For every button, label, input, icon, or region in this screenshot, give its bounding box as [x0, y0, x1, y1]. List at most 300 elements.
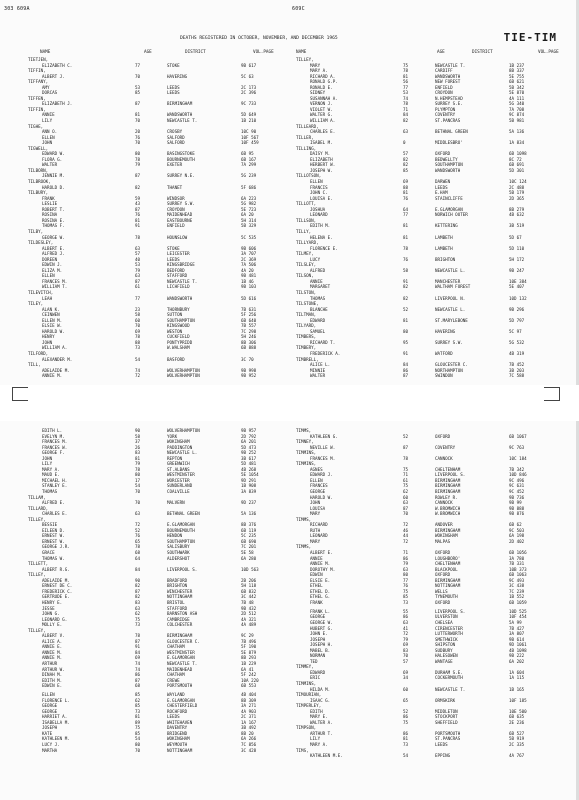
entry-name: SIDNEY — [310, 90, 326, 96]
entry-volpage: 2C 369 — [241, 256, 257, 262]
entry-name: GEORGE W. — [310, 619, 333, 625]
crop-mark-left — [12, 387, 28, 401]
entry-volpage: 5E 723 — [241, 206, 257, 212]
entry-volpage: 10A 220 — [241, 677, 259, 683]
entry-row — [28, 373, 280, 379]
entry-name: ERNEST W. — [42, 538, 65, 544]
entry-age: 56 — [403, 79, 409, 85]
entry-volpage: 4B 268 — [241, 466, 257, 472]
entry-name: DOREEN — [42, 256, 58, 262]
entry-district: NORTHAMPTON — [435, 367, 463, 373]
entry-volpage: 5D 473 — [241, 444, 257, 450]
entry-district: OXFORD — [435, 599, 451, 605]
entry-age: 78 — [135, 334, 141, 340]
entry-age: 65 — [403, 697, 409, 703]
entry-district: E.GLAMORGAN — [167, 522, 195, 528]
entry-district: LUTTERWORTH — [435, 631, 463, 637]
entry-age: 91 — [135, 223, 141, 229]
entry-age: 52 — [135, 527, 141, 533]
entry-name: TIETJEN, — [28, 57, 49, 62]
entry-district: BEDWELLTY — [435, 156, 458, 162]
entry-name: TILLEARD, — [296, 123, 319, 129]
entry-name: LEAH — [42, 295, 53, 301]
entry-name: TIMMEY, — [296, 664, 314, 670]
entry-age: 81 — [135, 455, 141, 461]
entry-volpage: 8B 337 — [509, 68, 525, 74]
entry-age: 79 — [403, 636, 409, 642]
entry-volpage: 1B 165 — [509, 686, 525, 692]
entry-district: SUDBURY — [435, 647, 453, 653]
entry-age: 34 — [403, 675, 409, 681]
entry-volpage: 9B 222 — [509, 653, 525, 659]
entry-name: AGNES — [310, 466, 323, 472]
entry-age: 63 — [135, 273, 141, 279]
entry-district: E.GLAMORGAN — [167, 655, 195, 661]
entry-volpage: 9B 614 — [509, 636, 525, 642]
entry-name: LILY — [42, 118, 53, 124]
entry-age: 70 — [135, 73, 141, 79]
entry-volpage: 7C 201 — [241, 544, 257, 550]
entry-name: ROSINA — [42, 212, 58, 218]
entry-age: 53 — [403, 90, 409, 96]
entry-name: ALFRED — [310, 267, 326, 273]
entry-district: LIVERPOOL S. — [435, 472, 466, 478]
entry-age: 81 — [135, 112, 141, 118]
entry-age: 53 — [135, 262, 141, 268]
entry-name: VIOLET W. — [310, 106, 333, 112]
entry-volpage: 10F 567 — [241, 134, 259, 140]
right-column-bottom — [296, 428, 548, 759]
entry-district: THORNBURY — [167, 306, 190, 312]
entry-name: EDWIN E. — [42, 683, 63, 689]
entry-volpage: 7A 708 — [509, 106, 525, 112]
entry-district: WESTON — [167, 328, 183, 334]
entry-name: FRANCES M. — [42, 439, 68, 445]
entry-volpage: 5G 532 — [509, 339, 525, 345]
entry-name: FRANCIS — [310, 184, 328, 190]
entry-district: MAIDENHEAD — [167, 666, 193, 672]
entry-volpage: 3C 70 — [241, 356, 254, 362]
entry-district: CIRENCESTER — [435, 625, 463, 631]
entry-district: CREWE — [167, 677, 180, 683]
entry-volpage: 3B 617 — [241, 455, 257, 461]
entry-volpage: 6B 832 — [241, 588, 257, 594]
entry-district: EPPING — [435, 753, 451, 759]
entry-name: SUSANNAH A. — [310, 95, 338, 101]
entry-age: 78 — [135, 466, 141, 472]
entry-age: 77 — [403, 212, 409, 218]
entry-age: 85 — [135, 703, 141, 709]
entry-name: TILSTONE, — [296, 301, 319, 307]
entry-volpage: 5B 329 — [241, 223, 257, 229]
entry-age: 85 — [135, 90, 141, 96]
entry-name: TIMPERLEY, — [296, 703, 322, 709]
entry-name: MABEL B. — [310, 647, 331, 653]
entry-district: WOLVERHAMPTON — [167, 428, 200, 433]
entry-name: TILLER, — [296, 134, 314, 140]
entry-name: ALICE L. — [310, 362, 331, 368]
entry-district: LIVERPOOL S. — [435, 608, 466, 614]
entry-name: TILFORD, — [28, 350, 49, 356]
entry-name: ANNIE — [310, 278, 323, 284]
entry-age: 80 — [135, 151, 141, 157]
entry-district: LEEDS — [435, 184, 448, 190]
entry-name: LILY — [310, 736, 321, 742]
entry-name: LOUISA — [310, 505, 326, 511]
entry-district: CROYDON — [167, 206, 185, 212]
entry-district: PONTYPRIDD — [167, 339, 193, 345]
entry-district: COVENTRY — [435, 112, 456, 118]
entry-volpage: 10C 184 — [509, 455, 527, 461]
entry-age: 71 — [403, 472, 409, 478]
entry-age: 41 — [403, 625, 409, 631]
entry-age: 79 — [135, 162, 141, 168]
entry-volpage: 5E 755 — [509, 73, 525, 79]
entry-volpage: 3A 839 — [241, 489, 257, 495]
entry-name: TED — [310, 658, 318, 664]
entry-age: 71 — [403, 106, 409, 112]
entry-district: DURHAM S.E. — [435, 669, 463, 675]
entry-district: BRADFORD — [167, 577, 188, 583]
entry-age: 40 — [135, 256, 141, 262]
entry-age: 95 — [403, 339, 409, 345]
entry-district: ENFIELD — [435, 84, 453, 90]
entry-district: WELLS — [435, 588, 448, 594]
entry-district: LEEDS — [167, 714, 180, 720]
entry-volpage: 9C 503 — [509, 527, 525, 533]
entry-district: WANTAGE — [435, 658, 453, 664]
entry-volpage: 7A 299 — [241, 162, 257, 168]
entry-name: ETHEL — [310, 583, 323, 589]
right-column-top — [296, 57, 548, 379]
entry-name: JOHN — [42, 339, 53, 345]
entry-name: BESSIE — [42, 522, 58, 528]
entry-volpage: 4A 489 — [241, 622, 257, 628]
entry-name: TIMPSON, — [296, 725, 317, 731]
entry-name: TILL, — [28, 362, 41, 368]
entry-age: 62 — [135, 697, 141, 703]
entry-age: 63 — [135, 511, 141, 517]
register-banner: DEATHS REGISTERED IN OCTOBER, NOVEMBER, AND DECEMBER 1965 — [180, 36, 338, 41]
entry-district: SMETHWICK — [435, 636, 458, 642]
entry-volpage: 6B 119 — [241, 527, 257, 533]
entry-name: BLANCHE — [310, 306, 328, 312]
entry-age: 58 — [135, 433, 141, 439]
entry-volpage: 4A 20 — [241, 267, 254, 273]
entry-volpage: 6B 691 — [509, 162, 525, 168]
entry-name: TILBROOK, — [28, 179, 51, 185]
entry-age: 64 — [403, 206, 409, 212]
entry-volpage: 1A 834 — [509, 140, 525, 146]
entry-volpage: 3C 442 — [241, 594, 257, 600]
entry-age: 81 — [403, 317, 409, 323]
entry-district: NEW FOREST — [435, 79, 461, 85]
entry-name: GRACE — [42, 550, 55, 556]
entry-age: 87 — [135, 638, 141, 644]
entry-name: THOMAS — [310, 295, 326, 301]
entry-volpage: 9B 103 — [241, 284, 257, 290]
entry-name: ELLEN — [310, 179, 323, 185]
entry-district: SOUTHWARK — [167, 550, 190, 556]
entry-age: 60 — [403, 494, 409, 500]
entry-volpage: 7B 48 — [241, 599, 254, 605]
entry-age: 89 — [135, 719, 141, 725]
entry-volpage: 5B 919 — [509, 736, 525, 742]
entry-name: GEORGE — [42, 708, 58, 714]
entry-district: BIRMINGHAM — [167, 101, 193, 107]
entry-district: BIRMINGHAM — [167, 633, 193, 639]
entry-age: 84 — [135, 649, 141, 655]
entry-name: TILSON, — [296, 273, 314, 279]
entry-age: 82 — [135, 184, 141, 190]
entry-age: 78 — [403, 101, 409, 107]
entry-district: CANNOCK — [435, 455, 453, 461]
entry-name: AMY — [42, 84, 50, 90]
entry-name: TIFFEN, — [28, 95, 46, 101]
entry-name: ARTHUR — [42, 660, 58, 666]
entry-age: 72 — [403, 522, 409, 528]
entry-volpage: 7B 342 — [509, 466, 525, 472]
entry-district: BETHNAL GREEN — [167, 511, 200, 517]
entry-age: 54 — [135, 483, 141, 489]
entry-volpage: 2C 335 — [509, 742, 525, 748]
entry-volpage: 7C 239 — [509, 588, 525, 594]
entry-volpage: 5F 190 — [241, 644, 257, 650]
entry-district: BRIGHTON — [167, 583, 188, 589]
left-column-bottom — [28, 428, 280, 753]
entry-age: 70 — [135, 118, 141, 124]
entry-name: TILLAM, — [28, 494, 46, 500]
entry-age: 91 — [403, 350, 409, 356]
entry-district: COALVILLE — [167, 489, 190, 495]
entry-name: HENRY — [42, 334, 55, 340]
entry-district: BOURNEMOUTH — [167, 156, 195, 162]
entry-volpage: 5G 340 — [509, 101, 525, 107]
entry-name: ANNIE E. — [42, 644, 63, 650]
entry-name: TILBY, — [28, 228, 44, 234]
entry-volpage: 5F 686 — [241, 184, 257, 190]
col-header-district-left: DISTRICT — [185, 50, 206, 55]
entry-name: ANNIE M. — [42, 373, 63, 379]
entry-volpage: 6B 690 — [241, 538, 257, 544]
entry-age: 74 — [403, 95, 409, 101]
entry-district: WHITEHAVEN — [167, 719, 193, 725]
entry-age: 53 — [135, 84, 141, 90]
entry-name: SAMUEL — [310, 328, 326, 334]
entry-name: ELIZABETH — [310, 156, 333, 162]
entry-district: WINDSOR — [167, 195, 185, 201]
entry-age: 58 — [135, 312, 141, 318]
entry-age: 90 — [135, 428, 141, 433]
entry-district: N.HEMPSTEAD — [435, 95, 463, 101]
entry-volpage: 4A 321 — [241, 616, 257, 622]
entry-name: ELLEN M. — [42, 317, 63, 323]
entry-age: 81 — [403, 223, 409, 229]
entry-name: TILMEY, — [296, 251, 314, 257]
entry-name: MARY — [310, 62, 321, 68]
entry-district: ROWLEY R. — [435, 494, 458, 500]
entry-name: EDWARD W. — [42, 151, 65, 157]
entry-name: FLORA G. — [42, 156, 63, 162]
entry-district: ULVERSTON — [435, 614, 458, 620]
entry-name: MAUD E. — [42, 472, 60, 478]
entry-age: 69 — [135, 655, 141, 661]
entry-age: 54 — [135, 736, 141, 742]
entry-name: MARY A. — [42, 466, 60, 472]
entry-name: KATE — [42, 730, 53, 736]
entry-age: 70 — [135, 323, 141, 329]
entry-volpage: 9C 29 — [241, 633, 254, 639]
entry-volpage: 6B 167 — [241, 156, 257, 162]
entry-district: WANDSWORTH — [167, 112, 193, 118]
entry-name: JOHN E. — [310, 631, 328, 637]
entry-age: 86 — [403, 555, 409, 561]
entry-age: 54 — [403, 753, 409, 759]
entry-volpage: 9D 237 — [241, 500, 257, 506]
entry-age: 88 — [403, 184, 409, 190]
entry-district: STOKE — [167, 62, 180, 68]
entry-age: 52 — [403, 306, 409, 312]
entry-volpage: 9B 736 — [509, 494, 525, 500]
entry-age: 77 — [403, 84, 409, 90]
entry-volpage: 3A 780 — [509, 555, 525, 561]
entry-age: 87 — [135, 173, 141, 179]
entry-volpage: 7B 496 — [241, 638, 257, 644]
entry-age: 63 — [403, 129, 409, 135]
entry-name: TIGHE, — [28, 123, 44, 129]
entry-age: 80 — [135, 742, 141, 748]
entry-volpage: 9B 247 — [509, 267, 525, 273]
entry-district: WOKINGHAM — [167, 736, 190, 742]
entry-district: ALDERSHOT — [167, 555, 190, 561]
entry-age: 61 — [403, 477, 409, 483]
entry-volpage: 4B 1098 — [509, 647, 527, 653]
entry-name: TIGWELL, — [28, 145, 49, 151]
entry-age: 76 — [403, 195, 409, 201]
entry-name: ROBERT T. — [42, 206, 65, 212]
entry-district: NEWCASTLE T. — [167, 118, 198, 124]
entry-name: WILLIAM A. — [42, 345, 68, 351]
entry-district: WOKINGHAM — [167, 439, 190, 445]
entry-volpage: 6A 280 — [241, 555, 257, 561]
entry-name: TIMBRELL, — [296, 356, 319, 362]
entry-volpage: 9B 617 — [241, 62, 257, 68]
entry-age: 79 — [403, 561, 409, 567]
entry-name: ELSIE E. — [310, 577, 331, 583]
entry-district: BRIDGEND — [167, 730, 188, 736]
entry-district: SWINDON — [435, 373, 453, 379]
entry-age: 62 — [403, 489, 409, 495]
entry-age: 75 — [403, 719, 409, 725]
entry-age: 17 — [135, 477, 141, 483]
entry-name: ARTHUR T. — [310, 730, 333, 736]
entry-age: 70 — [403, 511, 409, 517]
entry-volpage: 4A 903 — [241, 708, 257, 714]
entry-name: ALFRED J. — [42, 251, 65, 257]
entry-district: OXFORD — [435, 433, 451, 439]
entry-age: 43 — [135, 201, 141, 207]
entry-volpage: 3B 519 — [509, 223, 525, 229]
entry-age: 77 — [403, 577, 409, 583]
entry-district: SALFORD — [167, 134, 185, 140]
entry-age: 80 — [403, 328, 409, 334]
entry-district: MIDDLETON — [435, 708, 458, 714]
entry-name: TILLETT, — [28, 561, 49, 567]
entry-district: BRISTOL — [167, 599, 185, 605]
entry-name: RONALD G.P. — [310, 79, 338, 85]
entry-district: CARDIFF — [435, 68, 453, 74]
entry-volpage: 6B 635 — [509, 714, 525, 720]
entry-district: ST.PANCRAS — [435, 118, 461, 124]
entry-volpage: 10E 384 — [509, 278, 527, 284]
entry-district: LAMBETH — [435, 234, 453, 240]
entry-age: 57 — [135, 251, 141, 257]
entry-district: PORTSMOUTH — [435, 730, 461, 736]
entry-district: DAVENTRY — [167, 725, 188, 731]
entry-volpage: 6A 198 — [509, 533, 525, 539]
entry-volpage: 6B 95 — [241, 151, 254, 157]
entry-volpage: 4B 404 — [241, 692, 257, 698]
entry-volpage: 6B 62 — [509, 522, 522, 528]
entry-name: EDITH M. — [310, 223, 331, 229]
entry-district: BIRMINGHAM — [435, 489, 461, 495]
entry-district: CROSBY — [167, 129, 183, 135]
entry-district: BIRMINGHAM — [435, 477, 461, 483]
entry-district: MANCHESTER — [435, 278, 461, 284]
entry-volpage: 2D 402 — [509, 538, 525, 544]
entry-name: TIMMINS, — [296, 461, 317, 467]
col-header-volpage-right: VOL.PAGE — [538, 50, 559, 55]
entry-age: 69 — [403, 179, 409, 185]
entry-volpage: 3A 271 — [241, 703, 257, 709]
entry-name: RICHARD — [310, 522, 328, 528]
entry-district: WINCHESTER — [167, 588, 193, 594]
entry-name: JOSEPH W. — [310, 167, 333, 173]
entry-volpage: 7C 856 — [241, 742, 257, 748]
entry-name: TIMMS, — [296, 544, 312, 550]
entry-volpage: 7B 557 — [241, 323, 257, 329]
entry-age: 86 — [403, 714, 409, 720]
entry-name: TIMBERY, — [296, 345, 317, 351]
entry-volpage: 9B 888 — [509, 505, 525, 511]
entry-name: GEORGE J.R. — [42, 544, 70, 550]
entry-age: 69 — [403, 669, 409, 675]
entry-age: 86 — [403, 367, 409, 373]
entry-volpage: 2C 173 — [241, 84, 257, 90]
entry-age: 72 — [135, 522, 141, 528]
entry-age: 78 — [403, 455, 409, 461]
entry-name: JOSEPH H. — [310, 642, 333, 648]
entry-volpage: 5H 172 — [509, 256, 525, 262]
entry-district: SHIPSTON — [435, 642, 456, 648]
col-header-age-right: AGE — [437, 50, 445, 55]
entry-age: 63 — [403, 500, 409, 506]
entry-volpage: 5F 242 — [241, 672, 257, 678]
entry-volpage: 6B 1056 — [509, 550, 527, 556]
entry-district: ORMSKIRK — [435, 697, 456, 703]
entry-name: EDITH L. — [42, 428, 63, 433]
entry-name: RICHARD T. — [310, 339, 336, 345]
entry-name: HERBERT W. — [310, 162, 336, 168]
entry-name: GEORGE — [310, 489, 326, 495]
entry-name: KATHLEEN M. — [42, 736, 70, 742]
section-break — [0, 385, 579, 421]
entry-name: LUCY — [310, 256, 321, 262]
entry-name: EDWIN J. — [42, 262, 63, 268]
entry-age: 62 — [135, 611, 141, 617]
entry-district: STAFFORD — [167, 273, 188, 279]
entry-name: FLORENCE L. — [42, 697, 70, 703]
